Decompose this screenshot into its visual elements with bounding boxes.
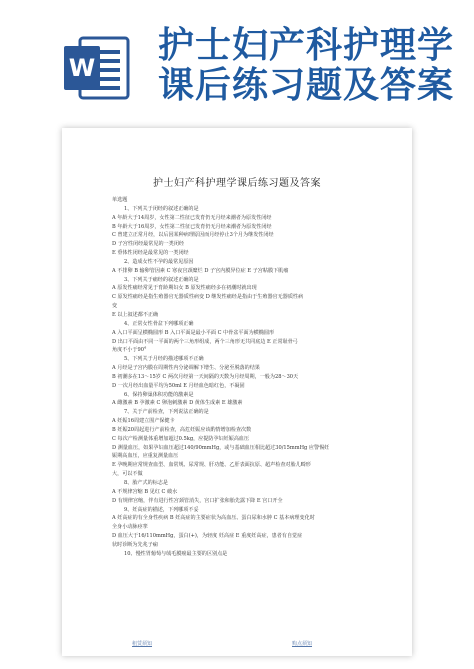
document-body bbox=[112, 196, 382, 559]
answer-line: 娠期高血压，应重复测量血压 bbox=[112, 453, 179, 460]
section-heading: 单选题 bbox=[112, 197, 128, 203]
footer-link-right[interactable]: 购点须知 bbox=[292, 641, 313, 647]
question-lines bbox=[112, 205, 382, 559]
svg-text:W: W bbox=[68, 54, 96, 82]
answer-line: E 垂体性闭经是最常见的一类闭经 bbox=[112, 250, 189, 257]
answer-line: B 妊娠20周起进行产前检查，高危妊娠应该酌情增加检查次数 bbox=[112, 426, 252, 433]
answer-line: A 妊高症的有全身性疾病 B 妊高症的主要症状为高血压、蛋白尿和水肿 C 基本病理变化时 bbox=[112, 515, 315, 522]
answer-line: A 原发性痛经常见于育龄期妇女 B 原发性痛经多在初潮时就出现 bbox=[112, 285, 257, 292]
answer-line: A 年龄大于14周岁，女性第二性征已发育仍无月经来潮者为原发性闭经 bbox=[112, 214, 272, 221]
question-stem: 9、妊高症的描述，下列哪项不妥 bbox=[124, 506, 199, 513]
answer-line: D 一次月经出血量平均为50ml E 月经血色暗红色，不凝固 bbox=[112, 382, 245, 389]
answer-line: A 月经是子宫内膜在周期性内分泌调解下增生、分泌至脱落的结果 bbox=[112, 365, 260, 372]
question-stem: 2、造成女性不孕的最常见原因 bbox=[124, 258, 194, 265]
footer-link-left[interactable]: 租赁须知 bbox=[132, 641, 153, 647]
banner-title bbox=[158, 26, 468, 106]
question-stem: 6、保持卵巢体积功能的激素是 bbox=[124, 391, 194, 398]
answer-line: A 入口平面呈横椭圆形 B 入口平面是最小平面 C 中骨盆平面为横椭圆形 bbox=[112, 329, 275, 336]
answer-line: A 不规律宫缩 B 见红 C 破水 bbox=[112, 488, 178, 495]
answer-line: 状时诊断为先兆子痫 bbox=[112, 541, 158, 548]
document-title: 护士妇产科护理学课后练习题及答案 bbox=[153, 178, 321, 189]
answer-line: D 有规律宫缩，伴有进行性宫颈管消失，宫口扩张和胎先露下降 E 宫口开全 bbox=[112, 497, 283, 504]
answer-line: B 年龄大于16周岁，女性第二性征已发育仍无月经来潮者为原发性闭经 bbox=[112, 223, 272, 230]
question-stem: 3、下列关于痛经的叙述正确的是 bbox=[124, 276, 199, 283]
answer-line: 全身小动脉痉挛 bbox=[112, 524, 148, 531]
answer-line: E 以上叙述都不正确 bbox=[112, 311, 159, 318]
answer-line: D 出口平面由不同一平面的两个三角形组成，两个三角形无共同底边 E 正常耻骨弓 bbox=[112, 338, 298, 345]
answer-line: C 曾建立正常月经，以后因某种病理原因而月经停止3个月为继发性闭经 bbox=[112, 232, 274, 239]
banner bbox=[0, 0, 474, 122]
answer-line: 变 bbox=[112, 303, 118, 310]
banner-title-line2: 课后练习题及答案 bbox=[158, 65, 455, 106]
answer-line: A 不排卵 B 输卵管因素 C 寒夜宫颈糜烂 D 子宫内膜异位症 E 子宫粘膜下肌瘤 bbox=[112, 267, 289, 274]
question-stem: 1、下列关于闭经的叙述正确的是 bbox=[124, 205, 199, 212]
word-doc-icon bbox=[60, 32, 132, 104]
question-stem: 4、正常女性骨盆下列哪项正确 bbox=[124, 320, 194, 327]
answer-line: A 雌激素 B 孕激素 C 卵泡刺激素 D 黄体生成素 E 雄激素 bbox=[112, 400, 243, 407]
question-stem: 7、关于产前检查，下列说法正确的是 bbox=[124, 409, 209, 416]
answer-line: 角度不小于90° bbox=[112, 347, 147, 354]
answer-line: C 原发性痛经是指生殖器官无器质性病变 D 继发性痛经是指由于生殖器官无器质性病 bbox=[112, 294, 304, 301]
answer-line: E 孕晚期应常规查血型、血常规、尿常规、肝功能、乙肝表面抗原、超声检查对胎儿畸形 bbox=[112, 462, 311, 469]
document-page bbox=[62, 128, 412, 656]
question-stem: 8、胎产式的标志是 bbox=[124, 480, 168, 486]
answer-line: D 子宫性闭经最常见的一类闭经 bbox=[112, 241, 184, 248]
question-stem: 10、慢性胃葡萄与绒毛膜癌最主要的区别点是 bbox=[124, 550, 228, 557]
answer-line: 大，可以不做 bbox=[112, 471, 143, 478]
answer-line: C 每次产检测量体重增加超过0.5kg，应提防孕妇妊娠高血压 bbox=[112, 435, 250, 442]
banner-title-line1: 护士妇产科护理学 bbox=[158, 25, 455, 66]
answer-line: D 血压大于16/110mmHg，蛋白(+)，为轻度 妊高症 E 重度妊高症，患者有自觉症 bbox=[112, 533, 303, 540]
answer-line: A 妊娠16周建立围产保健卡 bbox=[112, 418, 175, 425]
answer-line: D 测量血压，如果孕妇血压超过140/90mmHg，或与基础血压相比超过30/15mmHg 应警惕妊 bbox=[112, 444, 330, 451]
question-stem: 5、下列关于月经的描述哪项不正确 bbox=[124, 356, 204, 363]
answer-line: B 初潮多在13～15岁 C 两次月经第一天间隔的天数为月经周期，一般为28～30天 bbox=[112, 373, 299, 380]
